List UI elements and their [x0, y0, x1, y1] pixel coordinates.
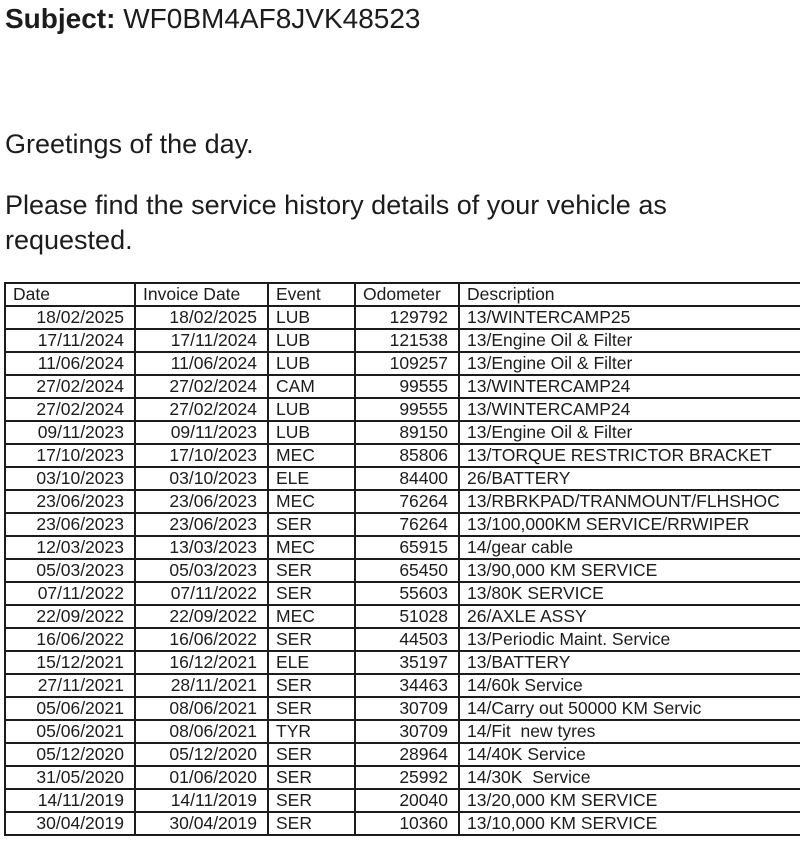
table-cell: 09/11/2023	[5, 421, 135, 444]
table-cell: 13/WINTERCAMP24	[459, 398, 800, 421]
table-row	[5, 536, 800, 559]
table-cell: 07/11/2022	[135, 582, 268, 605]
table-cell: 27/11/2021	[5, 674, 135, 697]
table-cell: MEC	[268, 444, 355, 467]
table-cell: 28964	[355, 743, 459, 766]
table-cell: 27/02/2024	[135, 375, 268, 398]
table-cell: 13/TORQUE RESTRICTOR BRACKET	[459, 444, 800, 467]
table-cell: SER	[268, 582, 355, 605]
table-cell: ELE	[268, 651, 355, 674]
table-cell: 35197	[355, 651, 459, 674]
table-cell: 23/06/2023	[135, 513, 268, 536]
table-cell: 17/10/2023	[5, 444, 135, 467]
table-cell: SER	[268, 559, 355, 582]
table-row	[5, 605, 800, 628]
table-cell: 14/40K Service	[459, 743, 800, 766]
table-cell: 13/100,000KM SERVICE/RRWIPER	[459, 513, 800, 536]
table-cell: 27/02/2024	[135, 398, 268, 421]
table-cell: 23/06/2023	[5, 513, 135, 536]
table-row	[5, 628, 800, 651]
table-cell: 26/AXLE ASSY	[459, 605, 800, 628]
table-row	[5, 674, 800, 697]
table-cell: 85806	[355, 444, 459, 467]
header-event: Event	[268, 283, 355, 306]
table-cell: ELE	[268, 467, 355, 490]
table-head	[5, 283, 800, 306]
table-cell: 05/06/2021	[5, 697, 135, 720]
table-cell: 99555	[355, 398, 459, 421]
table-cell: 121538	[355, 329, 459, 352]
table-cell: 14/gear cable	[459, 536, 800, 559]
table-cell: 27/02/2024	[5, 398, 135, 421]
table-cell: SER	[268, 766, 355, 789]
table-cell: 26/BATTERY	[459, 467, 800, 490]
table-cell: LUB	[268, 306, 355, 329]
table-cell: LUB	[268, 421, 355, 444]
table-cell: 65450	[355, 559, 459, 582]
table-cell: 76264	[355, 490, 459, 513]
table-cell: 15/12/2021	[5, 651, 135, 674]
table-cell: 55603	[355, 582, 459, 605]
table-cell: 27/02/2024	[5, 375, 135, 398]
table-cell: CAM	[268, 375, 355, 398]
table-cell: 13/10,000 KM SERVICE	[459, 812, 800, 835]
service-history-table	[4, 282, 800, 836]
table-cell: 16/06/2022	[135, 628, 268, 651]
table-cell: 84400	[355, 467, 459, 490]
table-cell: SER	[268, 674, 355, 697]
table-header-row	[5, 283, 800, 306]
table-row	[5, 421, 800, 444]
table-cell: MEC	[268, 536, 355, 559]
table-cell: 05/03/2023	[5, 559, 135, 582]
table-cell: 17/10/2023	[135, 444, 268, 467]
intro-text: Please find the service history details of your vehicle as requested.	[5, 190, 667, 255]
table-cell: 13/WINTERCAMP24	[459, 375, 800, 398]
table-row	[5, 490, 800, 513]
table-row	[5, 559, 800, 582]
table-row	[5, 467, 800, 490]
table-cell: 13/03/2023	[135, 536, 268, 559]
table-cell: 16/12/2021	[135, 651, 268, 674]
table-cell: LUB	[268, 352, 355, 375]
table-cell: 05/03/2023	[135, 559, 268, 582]
table-cell: MEC	[268, 605, 355, 628]
table-cell: SER	[268, 812, 355, 835]
table-cell: MEC	[268, 490, 355, 513]
table-cell: 30/04/2019	[5, 812, 135, 835]
table-cell: 30709	[355, 697, 459, 720]
table-cell: 89150	[355, 421, 459, 444]
table-cell: 08/06/2021	[135, 697, 268, 720]
table-cell: 13/BATTERY	[459, 651, 800, 674]
table-row	[5, 582, 800, 605]
header-odometer: Odometer	[355, 283, 459, 306]
table-cell: LUB	[268, 398, 355, 421]
table-row	[5, 743, 800, 766]
table-row	[5, 352, 800, 375]
table-cell: 14/Fit new tyres	[459, 720, 800, 743]
table-cell: 17/11/2024	[135, 329, 268, 352]
table-cell: 18/02/2025	[5, 306, 135, 329]
table-cell: 31/05/2020	[5, 766, 135, 789]
table-cell: 13/Engine Oil & Filter	[459, 421, 800, 444]
table-cell: TYR	[268, 720, 355, 743]
table-row	[5, 789, 800, 812]
table-cell: 16/06/2022	[5, 628, 135, 651]
table-cell: 05/12/2020	[5, 743, 135, 766]
table-cell: 03/10/2023	[135, 467, 268, 490]
table-cell: 109257	[355, 352, 459, 375]
table-row	[5, 306, 800, 329]
table-cell: 65915	[355, 536, 459, 559]
table-cell: 11/06/2024	[5, 352, 135, 375]
table-cell: 34463	[355, 674, 459, 697]
table-cell: 30709	[355, 720, 459, 743]
table-cell: 13/WINTERCAMP25	[459, 306, 800, 329]
table-body	[5, 306, 800, 835]
table-row	[5, 697, 800, 720]
table-cell: 03/10/2023	[5, 467, 135, 490]
table-cell: 23/06/2023	[5, 490, 135, 513]
subject-label: Subject:	[5, 3, 116, 34]
subject-line	[5, 4, 800, 34]
header-date: Date	[5, 283, 135, 306]
email-document	[0, 4, 800, 862]
table-row	[5, 766, 800, 789]
table-cell: 14/30K Service	[459, 766, 800, 789]
table-cell: 23/06/2023	[135, 490, 268, 513]
table-cell: SER	[268, 789, 355, 812]
table-cell: 20040	[355, 789, 459, 812]
table-row	[5, 651, 800, 674]
table-cell: 13/RBRKPAD/TRANMOUNT/FLHSHOC	[459, 490, 800, 513]
table-row	[5, 375, 800, 398]
table-cell: 13/Periodic Maint. Service	[459, 628, 800, 651]
table-cell: 14/Carry out 50000 KM Servic	[459, 697, 800, 720]
table-cell: 129792	[355, 306, 459, 329]
table-cell: 17/11/2024	[5, 329, 135, 352]
table-cell: 13/20,000 KM SERVICE	[459, 789, 800, 812]
table-cell: 18/02/2025	[135, 306, 268, 329]
greeting-text: Greetings of the day.	[5, 129, 254, 159]
table-cell: SER	[268, 628, 355, 651]
table-cell: 22/09/2022	[135, 605, 268, 628]
table-cell: 13/Engine Oil & Filter	[459, 352, 800, 375]
table-cell: 51028	[355, 605, 459, 628]
table-cell: 30/04/2019	[135, 812, 268, 835]
table-cell: 13/80K SERVICE	[459, 582, 800, 605]
table-row	[5, 329, 800, 352]
table-cell: 07/11/2022	[5, 582, 135, 605]
table-cell: 76264	[355, 513, 459, 536]
table-cell: 14/60k Service	[459, 674, 800, 697]
table-row	[5, 720, 800, 743]
table-row	[5, 444, 800, 467]
table-cell: 25992	[355, 766, 459, 789]
table-cell: 22/09/2022	[5, 605, 135, 628]
table-cell: 28/11/2021	[135, 674, 268, 697]
table-cell: 13/Engine Oil & Filter	[459, 329, 800, 352]
subject-vin: WF0BM4AF8JVK48523	[123, 3, 421, 34]
table-cell: 11/06/2024	[135, 352, 268, 375]
table-cell: 09/11/2023	[135, 421, 268, 444]
table-cell: LUB	[268, 329, 355, 352]
table-cell: SER	[268, 513, 355, 536]
table-cell: 01/06/2020	[135, 766, 268, 789]
table-cell: 12/03/2023	[5, 536, 135, 559]
table-row	[5, 513, 800, 536]
table-cell: 13/90,000 KM SERVICE	[459, 559, 800, 582]
table-cell: SER	[268, 743, 355, 766]
table-cell: 08/06/2021	[135, 720, 268, 743]
table-cell: 44503	[355, 628, 459, 651]
table-cell: 14/11/2019	[135, 789, 268, 812]
header-description: Description	[459, 283, 800, 306]
table-cell: 10360	[355, 812, 459, 835]
table-cell: 99555	[355, 375, 459, 398]
table-cell: SER	[268, 697, 355, 720]
table-cell: 14/11/2019	[5, 789, 135, 812]
table-row	[5, 812, 800, 835]
header-invoice-date: Invoice Date	[135, 283, 268, 306]
table-row	[5, 398, 800, 421]
table-cell: 05/12/2020	[135, 743, 268, 766]
table-cell: 05/06/2021	[5, 720, 135, 743]
